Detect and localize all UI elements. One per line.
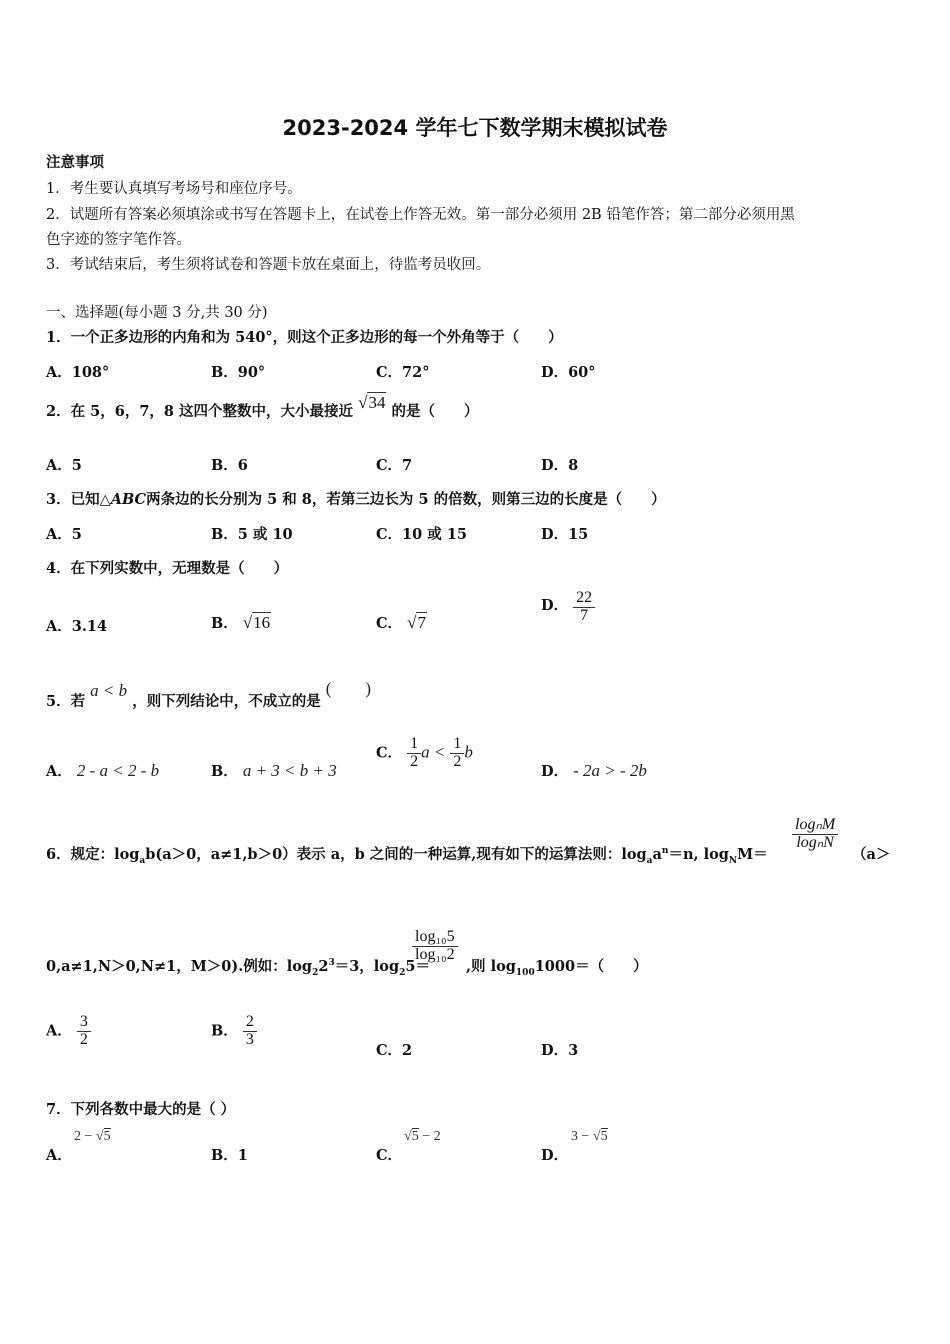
q5-a-expression: 2 - a < 2 - b [76, 761, 160, 780]
q7-c-expression: √5 − 2 [404, 1129, 441, 1144]
section-heading: 一、选择题(每小题 3 分,共 30 分) [46, 305, 268, 321]
radicand: 5 [600, 1129, 608, 1144]
question-7-stem: 7．下列各数中最大的是（ ） [46, 1101, 236, 1118]
option-label: C． [376, 744, 403, 762]
q6-fraction-2 [412, 929, 458, 964]
q2-stem-part: 2．在 5，6，7，8 这四个整数中，大小最接近 [46, 403, 354, 420]
fraction [792, 817, 838, 852]
option-label: A． [46, 763, 72, 780]
q6-subscript: 2 [312, 967, 319, 978]
option-label: D． [541, 763, 569, 780]
fraction [243, 1014, 257, 1049]
fraction [450, 736, 464, 771]
q6-text: ＝n, log [668, 846, 729, 863]
page-title: 2023-2024 学年七下数学期末模拟试卷 [282, 116, 668, 140]
option-label: B． [211, 1022, 238, 1040]
q5-option-a [46, 760, 159, 781]
option-label: C． [376, 615, 403, 632]
radicand: 5 [411, 1129, 419, 1144]
q6-line-2-tail [466, 955, 648, 978]
question-6-line-2 [46, 955, 430, 978]
option-label: B． [211, 615, 238, 632]
fraction-denominator: 7 [580, 606, 589, 624]
q3-stem-part: 两条边的长分别为 5 和 8，若第三边长为 5 的倍数，则第三边的长度是（ ） [146, 491, 666, 508]
q6-subscript: a [646, 855, 653, 866]
q6-text: 0,a≠1,N＞0,N≠1，M＞0).例如：log [46, 958, 313, 975]
q6-subscript: a [139, 855, 146, 866]
q2-stem-part: 的是（ ） [391, 403, 479, 420]
fraction [412, 929, 458, 964]
q5-option-d [541, 760, 647, 781]
q7-a-expression: 2 − √5 [74, 1129, 111, 1144]
q7-option-d: D． [541, 1147, 569, 1164]
q3-option-a: A．5 [46, 526, 82, 543]
q6-line-1-tail: （a＞ [852, 846, 891, 863]
q3-stem-part: 3．已知△ [46, 491, 111, 508]
fraction-denominator: 3 [245, 1030, 254, 1048]
q6-text: ＝3，log [334, 958, 400, 975]
q1-option-d: D．60° [541, 364, 596, 381]
q5-c-middle: a < [421, 742, 446, 762]
fraction-numerator: 22 [573, 590, 595, 608]
q7-option-c: C． [376, 1147, 403, 1164]
fraction [407, 736, 421, 771]
fraction [573, 590, 595, 625]
q6-text: 2 [318, 958, 329, 975]
q6-subscript: 2 [399, 967, 406, 978]
question-1-stem: 1．一个正多边形的内角和为 540°，则这个正多边形的每一个外角等于（ ） [46, 329, 563, 346]
q2-option-d: D．8 [541, 457, 579, 474]
q6-subscript: N [728, 855, 738, 866]
option-label: D． [541, 597, 569, 615]
option-label: A． [46, 1022, 72, 1040]
option-label: A． [46, 618, 72, 635]
q6-option-c: C．2 [376, 1042, 413, 1059]
q6-text: 6．规定：log [46, 846, 140, 863]
q5-c-end: b [464, 742, 473, 762]
fraction-denominator: 2 [410, 752, 419, 770]
question-2-stem [46, 393, 479, 421]
q6-option-d: D．3 [541, 1042, 579, 1059]
q6-fraction-1 [792, 817, 838, 852]
q3-option-b: B．5 或 10 [211, 526, 293, 543]
radicand: 5 [103, 1129, 111, 1144]
q5-b-expression: a + 3 < b + 3 [242, 761, 337, 780]
q5-stem-part: 5．若 [46, 693, 86, 710]
note-item: 色字迹的签字笔作答。 [46, 232, 191, 248]
triangle-name: ABC [110, 491, 147, 508]
q5-option-b [211, 760, 337, 781]
q6-superscript: n [661, 846, 669, 857]
q1-option-b: B．90° [211, 364, 266, 381]
q5-d-expression: - 2a > - 2b [573, 761, 647, 780]
q7-option-a: A． [46, 1147, 72, 1164]
q6-text: 5＝ [405, 958, 430, 975]
q1-option-c: C．72° [376, 364, 430, 381]
question-4-stem: 4．在下列实数中，无理数是（ ） [46, 560, 289, 577]
q4-option-b [211, 612, 271, 633]
q2-option-a: A．5 [46, 457, 82, 474]
sqrt-expression: √7 [407, 613, 426, 632]
fraction-denominator: 2 [79, 1030, 88, 1048]
sqrt-expression: √34 [358, 393, 386, 412]
q6-text: a [652, 846, 662, 863]
q4-c-radicand: 7 [417, 613, 426, 632]
q6-superscript: 3 [328, 958, 335, 969]
q4-b-radicand: 16 [253, 613, 271, 632]
q5-condition: a < b [90, 681, 128, 700]
expr-part: 2 − [74, 1129, 93, 1144]
fraction-numerator: log₁₀5 [412, 929, 458, 947]
note-item: 3．考试结束后，考生须将试卷和答题卡放在桌面上，待监考员收回。 [46, 257, 491, 273]
q2-option-c: C．7 [376, 457, 413, 474]
answer-paren: ( ) [325, 679, 372, 698]
q4-a-value: 3.14 [71, 618, 108, 635]
notes-heading: 注意事项 [46, 154, 104, 171]
fraction-denominator: log₁₀2 [415, 945, 455, 963]
q3-option-d: D．15 [541, 526, 589, 543]
fraction-numerator: logₙM [792, 817, 838, 835]
q6-text: b(a＞0，a≠1,b＞0）表示 a，b 之间的一种运算,现有如下的运算法则：log [145, 846, 647, 863]
q5-option-c [376, 736, 473, 771]
fraction [77, 1014, 91, 1049]
fraction-numerator: 3 [77, 1014, 91, 1032]
q4-option-c [376, 612, 427, 633]
q5-stem-part: ，则下列结论中，不成立的是 [132, 693, 321, 710]
q4-option-a [46, 615, 107, 636]
question-3-stem [46, 488, 666, 509]
q6-subscript: 100 [515, 967, 535, 978]
option-label: B． [211, 763, 238, 780]
q7-option-b: B．1 [211, 1147, 248, 1164]
q6-text: ,则 log [466, 958, 516, 975]
fraction-numerator: 2 [243, 1014, 257, 1032]
q6-text: 1000＝（ ） [534, 958, 648, 975]
sqrt-expression: √16 [242, 613, 271, 632]
expr-part: − 2 [422, 1129, 441, 1144]
fraction-denominator: 2 [453, 752, 462, 770]
q3-option-c: C．10 或 15 [376, 526, 467, 543]
expr-part: 3 − [571, 1129, 590, 1144]
q2-option-b: B．6 [211, 457, 248, 474]
note-item: 2．试题所有答案必须填涂或书写在答题卡上，在试卷上作答无效。第一部分必须用 2B 铅笔作答；第二部分必须用黑 [46, 207, 795, 223]
q4-option-d [541, 590, 595, 625]
q6-option-b [211, 1014, 257, 1049]
fraction-numerator: 1 [407, 736, 421, 754]
q6-option-a [46, 1014, 91, 1049]
question-5-stem [46, 679, 372, 711]
q2-radicand: 34 [368, 393, 386, 412]
question-6-line-1 [46, 843, 768, 866]
q6-text: M＝ [737, 846, 768, 863]
fraction-numerator: 1 [450, 736, 464, 754]
q1-option-a: A．108° [46, 364, 110, 381]
fraction-denominator: logₙN [796, 833, 834, 851]
q7-d-expression: 3 − √5 [571, 1129, 608, 1144]
note-item: 1．考生要认真填写考场号和座位序号。 [46, 181, 302, 197]
